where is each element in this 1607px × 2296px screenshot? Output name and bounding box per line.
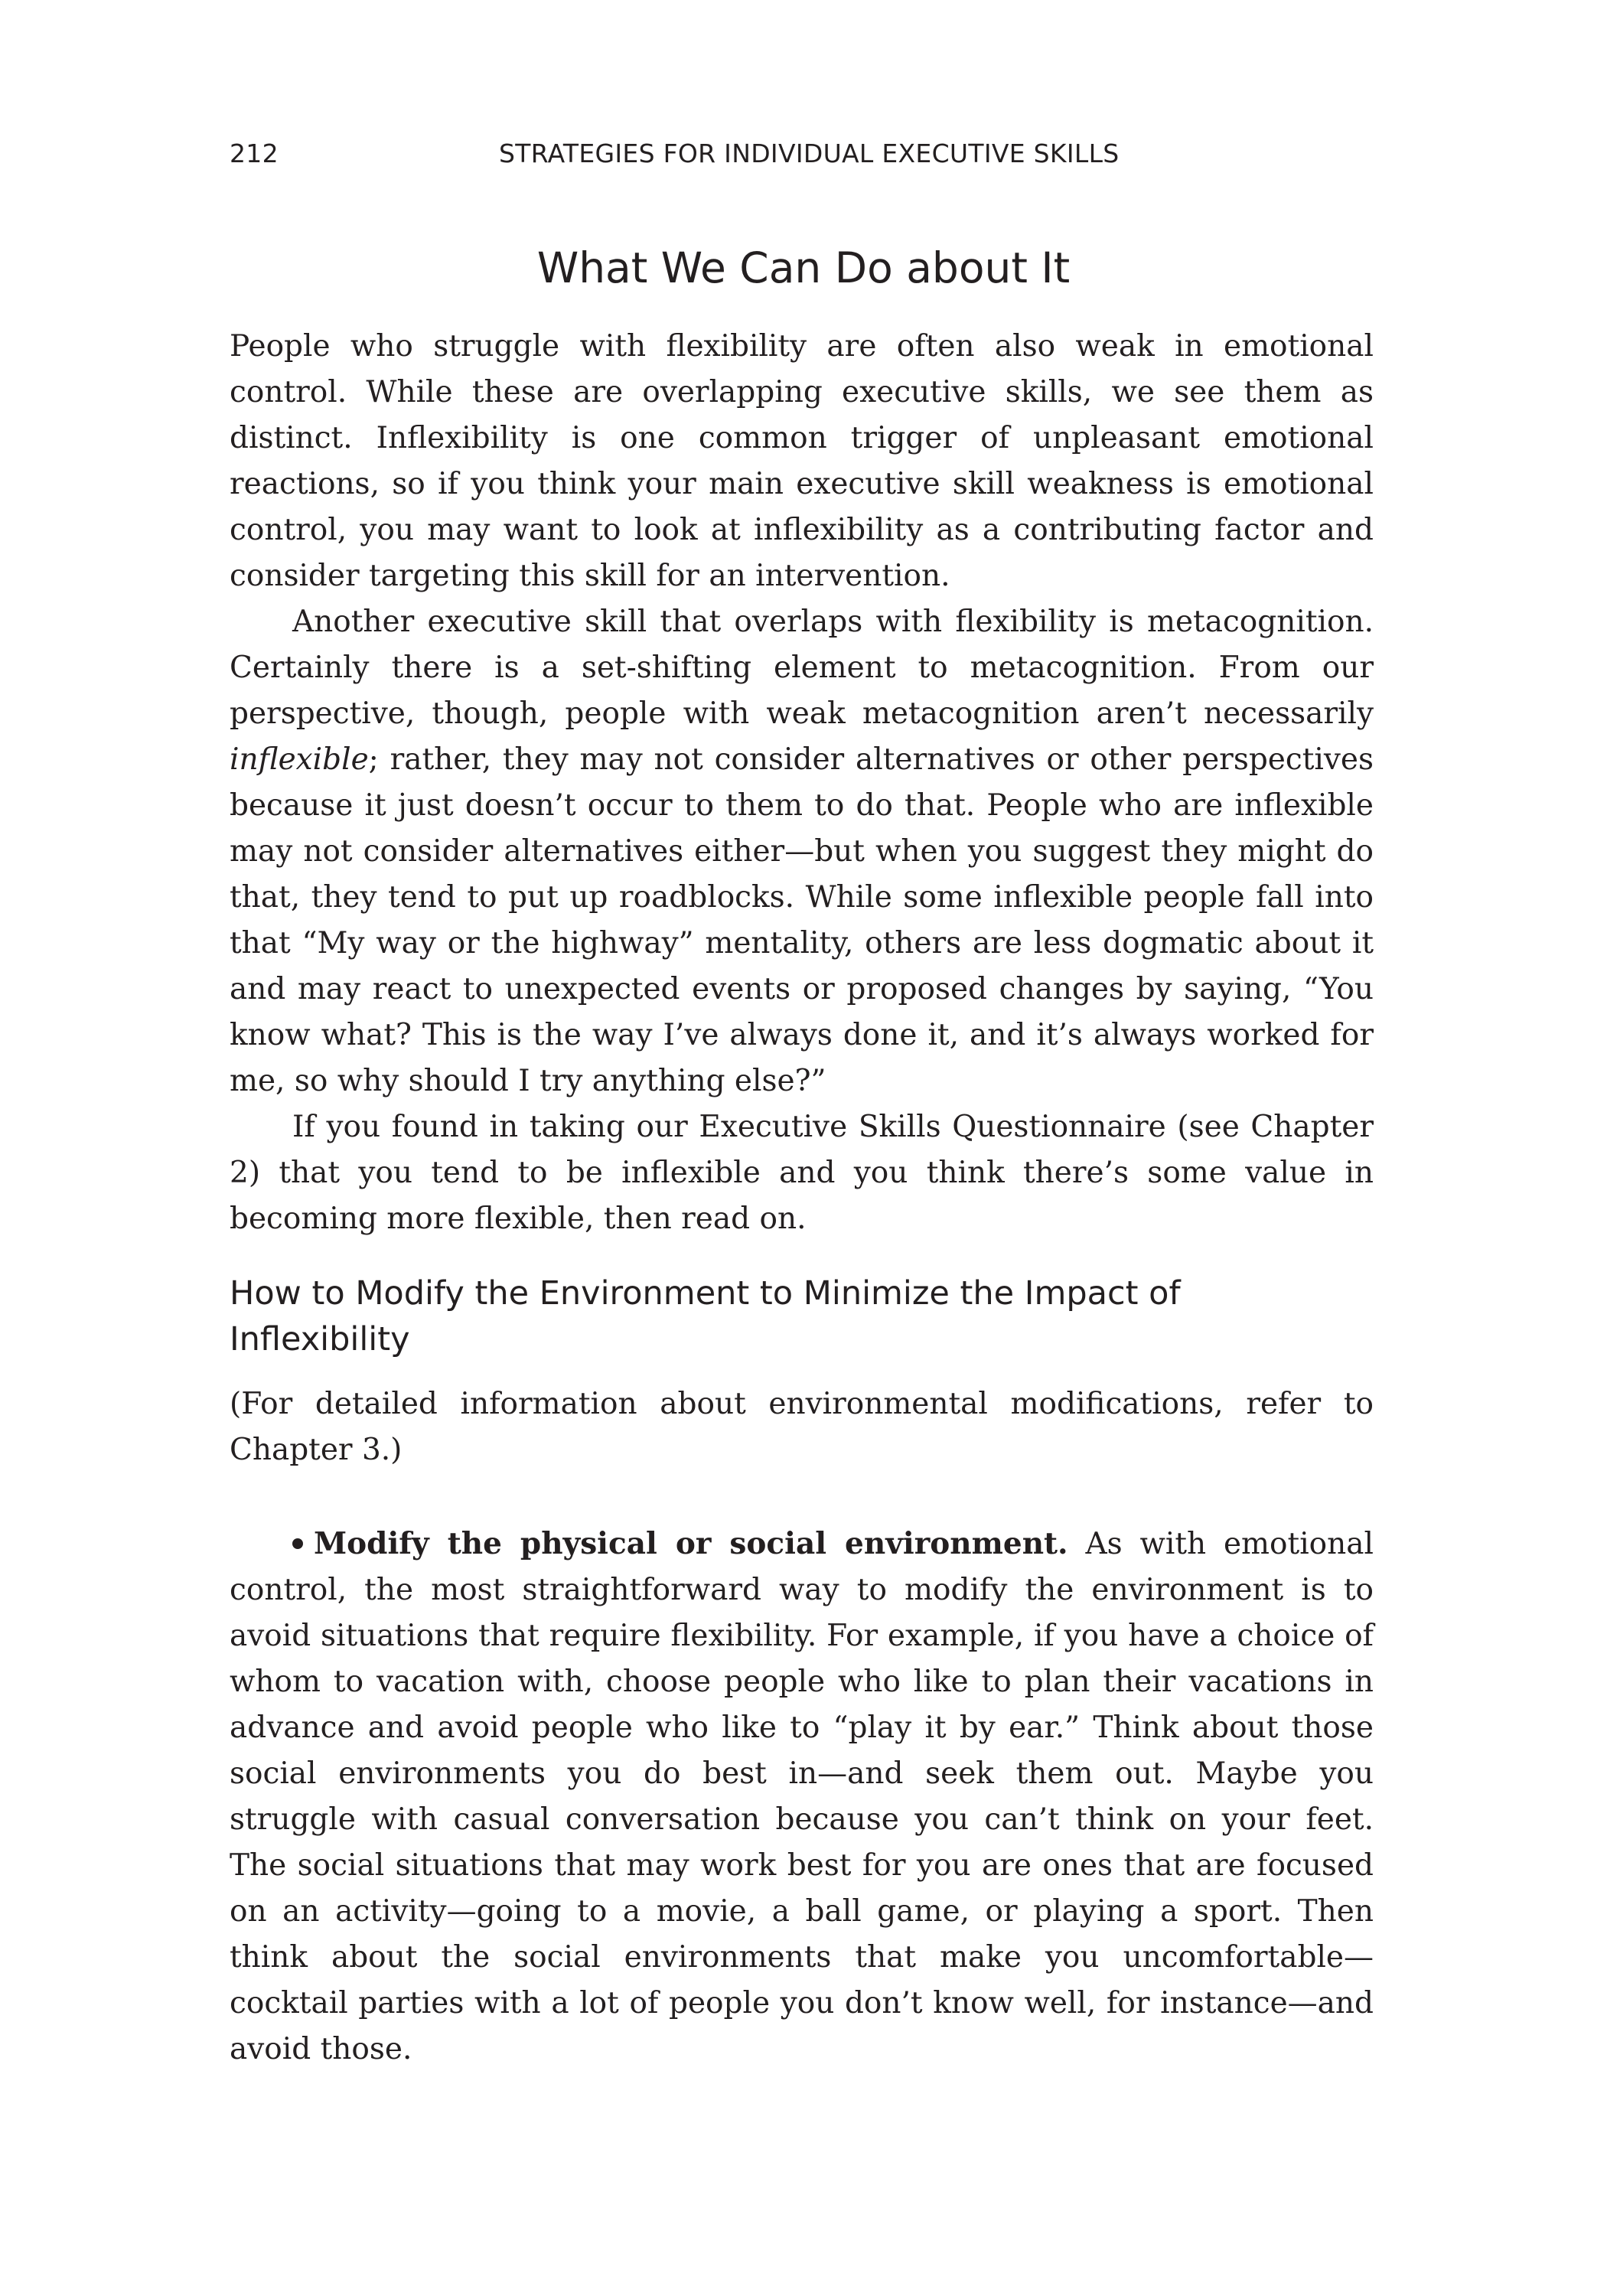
paragraph-2-text-before: Another executive skill that overlaps with flexibility is metacognition. Certainly there is a set-shifting element to metacognition. From our perspective, though, people with weak metacognition aren’t necessarily [230,605,1374,731]
section-body [230,324,1374,1242]
paragraph-3: If you found in taking our Executive Skills Questionnaire (see Chapter 2) that you tend to be inflexible and you think there’s some value in becoming more flexible, then read on. [230,1110,1374,1236]
running-title: STRATEGIES FOR INDIVIDUAL EXECUTIVE SKILLS [499,139,1120,168]
paragraph-2 [230,599,1374,1104]
page-number: 212 [230,139,279,168]
paragraph-1: People who struggle with flexibility are often also weak in emotional control. While these are overlapping executive skills, we see them as distinct. Inflexibility is one common trigger of unpleasant emotional reactions, so if you think your main executive skill weakness is emotional control, you may want to look at inflexibility as a contributing factor and consider targeting this skill for an intervention. [230,329,1374,593]
subsection-note: (For detailed information about environmental modifications, refer to Chapter 3.) [230,1387,1374,1467]
section-title: What We Can Do about It [536,243,1071,292]
bullet-item [230,1521,1374,2073]
bullet-dot-icon [292,1538,303,1549]
bullet-lead: Modify the physical or social environment. [314,1526,1068,1561]
bullet-text: As with emotional control, the most straightforward way to modify the environment is to avoid situations that require flexibility. For example, if you have a choice of whom to vacation with, choose people who like to plan their vacations in advance and avoid people who like to “play it by ear.” Think about those social environments you do best in—and seek them out. Maybe you struggle with casual conversation because you can’t think on your feet. The social situations that may work best for you are ones that are focused on an activity—going to a movie, a ball game, or playing a sport. Then think about the social environments that make you uncomfortable—cocktail parties with a lot of people you don’t know well, for instance—and avoid those. [230,1527,1374,2066]
bullet-list [230,1521,1374,2073]
subsection-title: How to Modify the Environment to Minimize the Impact of Inflexibility [230,1274,1181,1358]
running-head [230,135,1377,173]
subsection-note-block [230,1381,1374,1473]
paragraph-2-text-after: ; rather, they may not consider alternatives or other perspectives because it just doesn’t occur to them to do that. People who are inflexible may not consider alternatives either—but when you suggest they might do that, they tend to put up roadblocks. While some inflexible people fall into that “My way or the highway” mentality, others are less dogmatic about it and may react to unexpected events or proposed changes by saying, “You know what? This is the way I’ve always done it, and it’s always worked for me, so why should I try anything else?” [230,742,1374,1098]
paragraph-2-emphasis: inflexible [230,742,369,777]
